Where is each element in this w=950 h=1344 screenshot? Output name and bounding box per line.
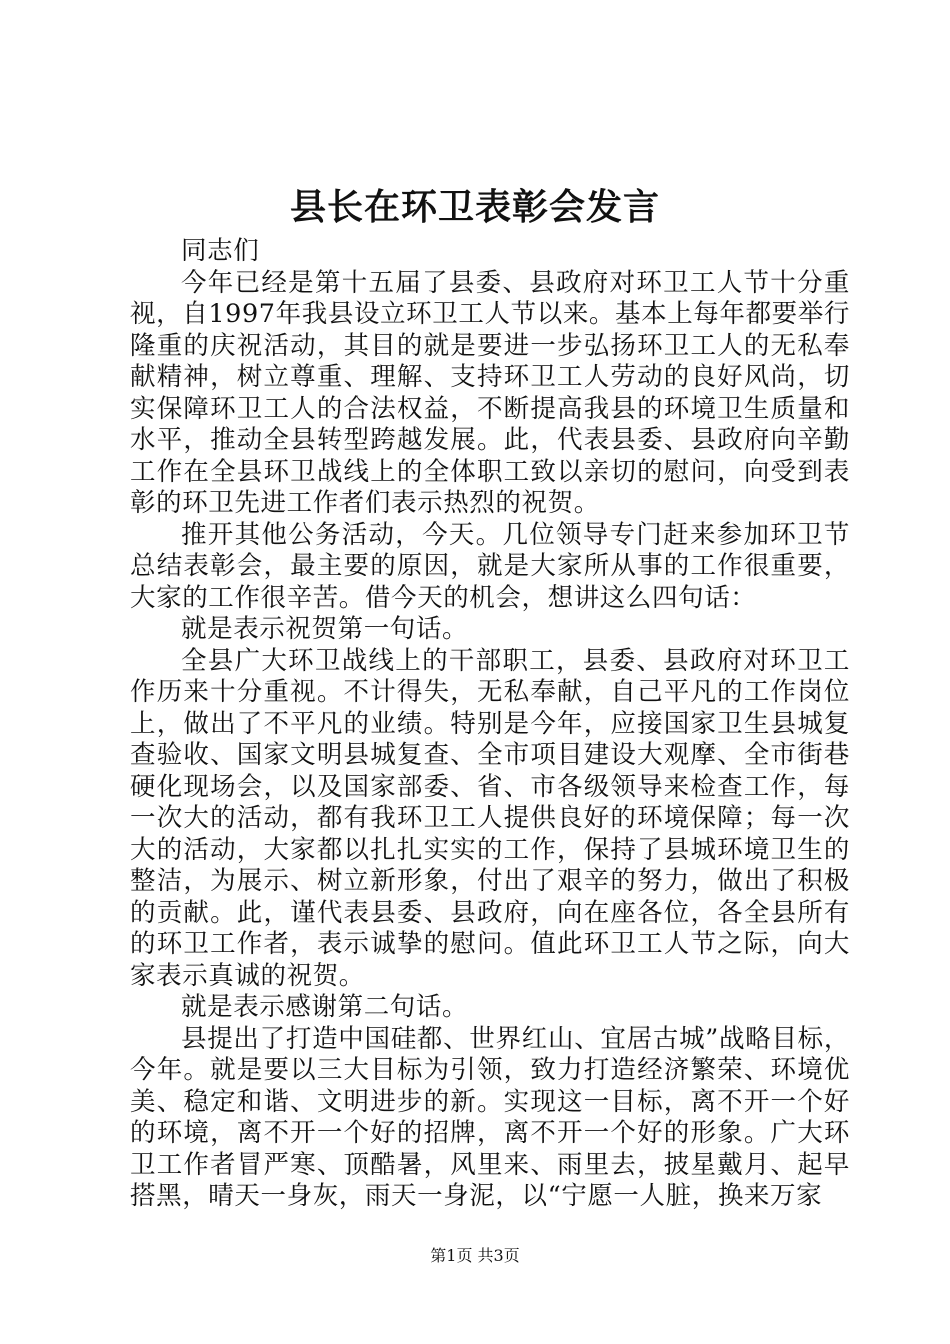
paragraph: 今年已经是第十五届了县委、县政府对环卫工人节十分重视，自1997年我县设立环卫工人节以来。基本上每年都要举行隆重的庆祝活动，其目的就是要进一步弘扬环卫工人的无私奉献精神，树立尊重、理解、支持环卫工人劳动的良好风尚，切实保障环卫工人的合法权益，不断提高我县的环境卫生质量和水平，推动全县转型跨越发展。此，代表县委、县政府向辛勤工作在全县环卫战线上的全体职工致以亲切的慰问，向受到表彰的环卫先进工作者们表示热烈的祝贺。 <box>130 267 850 518</box>
paragraph: 推开其他公务活动，今天。几位领导专门赶来参加环卫节总结表彰会，最主要的原因，就是大家所从事的工作很重要，大家的工作很辛苦。借今天的机会，想讲这么四句话： <box>130 519 850 613</box>
page-number-footer: 第1页 共3页 <box>430 1246 520 1265</box>
paragraph: 全县广大环卫战线上的干部职工，县委、县政府对环卫工作历来十分重视。不计得失，无私奉献，自己平凡的工作岗位上，做出了不平凡的业绩。特别是今年，应接国家卫生县城复查验收、国家文明县城复查、全市项目建设大观摩、全市街巷硬化现场会，以及国家部委、省、市各级领导来检查工作，每一次大的活动，都有我环卫工人提供良好的环境保障；每一次大的活动，大家都以扎扎实实的工作，保持了县城环境卫生的整洁，为展示、树立新形象，付出了艰辛的努力，做出了积极的贡献。此，谨代表县委、县政府，向在座各位，各全县所有的环卫工作者，表示诚挚的慰问。值此环卫工人节之际，向大家表示真诚的祝贺。 <box>130 645 850 991</box>
paragraph: 县提出了打造中国硅都、世界红山、宜居古城”战略目标，今年。就是要以三大目标为引领，致力打造经济繁荣、环境优美、稳定和谐、文明进步的新。实现这一目标，离不开一个好的环境，离不开一个好的招牌，离不开一个好的形象。广大环卫工作者冒严寒、顶酷暑，风里来、雨里去，披星戴月、起早搭黑，晴天一身灰，雨天一身泥，以“宁愿一人脏，换来万家 <box>130 1023 850 1211</box>
paragraph-heading: 就是表示祝贺第一句话。 <box>181 614 469 644</box>
paragraph-heading: 就是表示感谢第二句话。 <box>181 992 469 1022</box>
document-body <box>130 236 850 1213</box>
page-title: 县长在环卫表彰会发言 <box>289 186 660 228</box>
paragraph-salutation: 同志们 <box>181 236 260 266</box>
